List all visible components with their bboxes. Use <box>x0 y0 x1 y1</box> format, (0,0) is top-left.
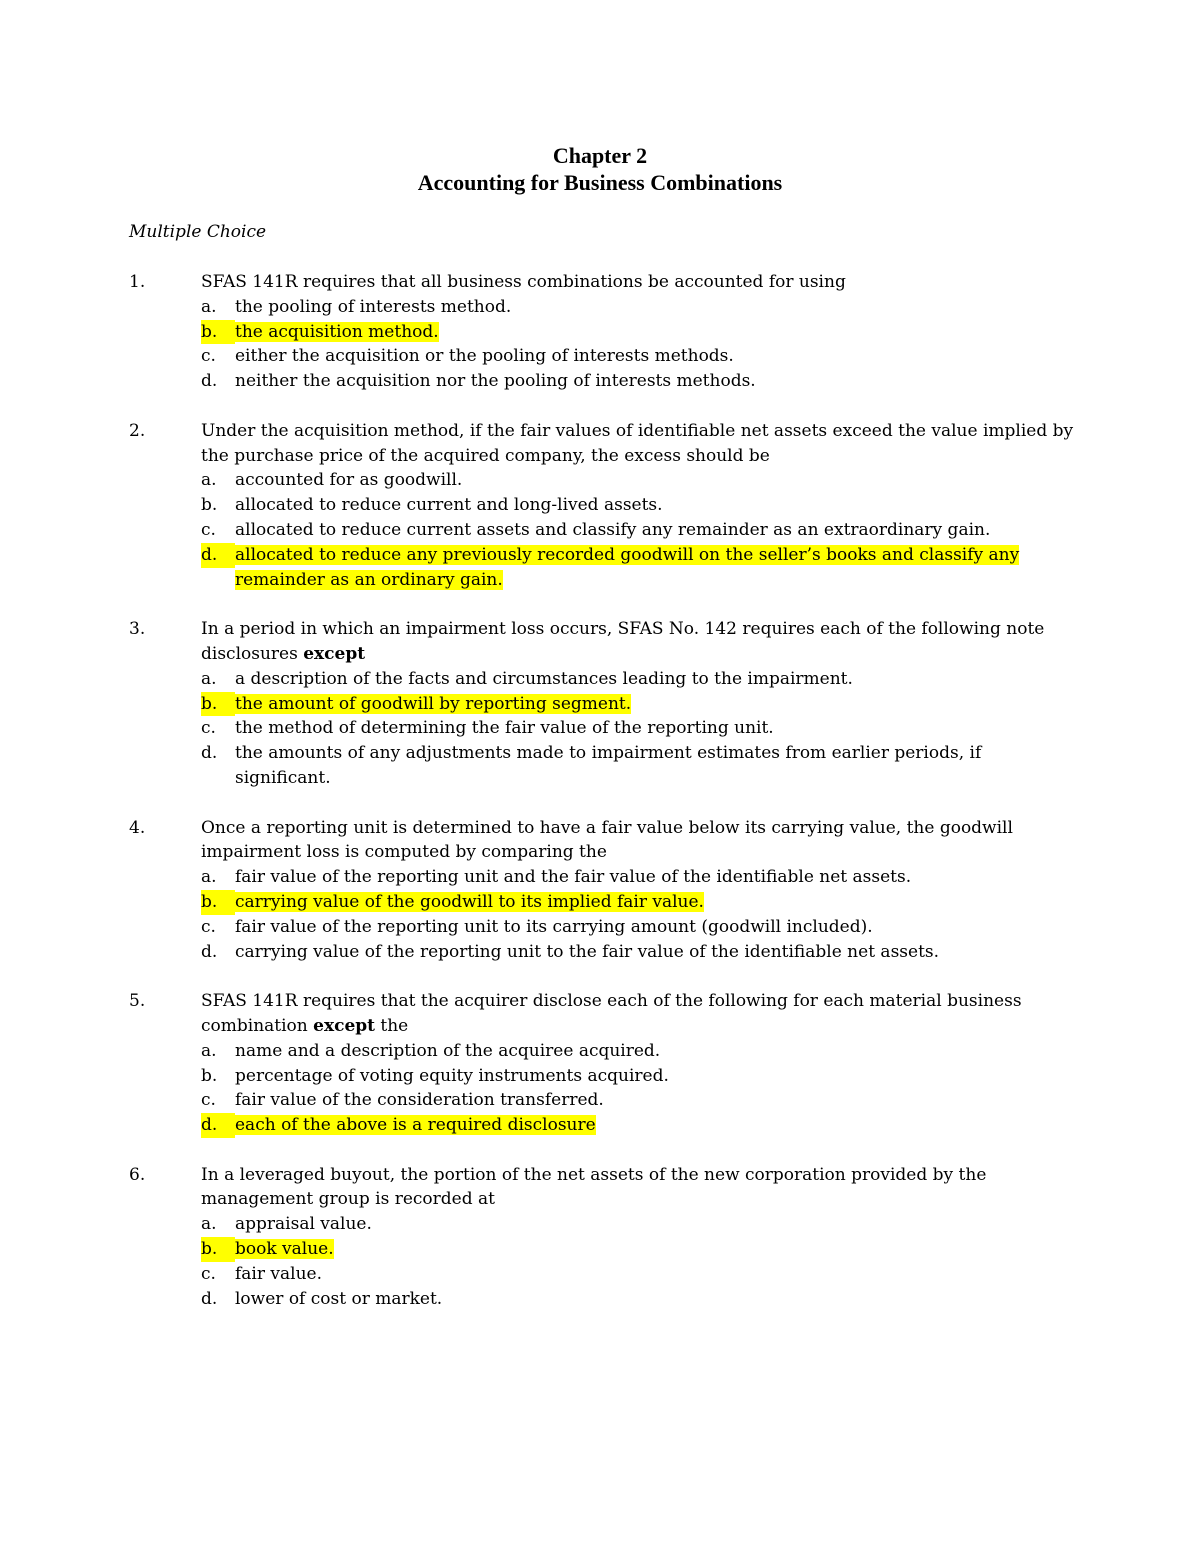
option-letter: a. <box>201 470 217 491</box>
answer-option <box>201 716 1079 741</box>
answer-option <box>201 1064 1079 1089</box>
question-text-part: the <box>375 1015 409 1036</box>
answer-options <box>201 1212 1079 1311</box>
answer-option <box>201 468 1079 493</box>
answer-option <box>201 518 1079 543</box>
option-letter: d. <box>201 941 218 962</box>
option-letter: b. <box>201 1237 235 1262</box>
title-block <box>0 142 1200 196</box>
question-list <box>129 270 1079 1336</box>
option-letter: a. <box>201 296 217 317</box>
option-text: neither the acquisition nor the pooling of interests methods. <box>235 371 756 392</box>
option-text: either the acquisition or the pooling of interests methods. <box>235 346 734 367</box>
option-letter: a. <box>201 668 217 689</box>
question-text <box>201 989 1079 1039</box>
option-text: the acquisition method. <box>235 321 439 342</box>
answer-options <box>201 667 1079 791</box>
question-text-part: SFAS 141R requires that the acquirer disclose each of the following for each material business combination <box>201 991 1022 1036</box>
answer-option <box>201 493 1079 518</box>
answer-option-highlighted <box>201 692 1079 717</box>
question-number: 5. <box>129 991 146 1012</box>
question-keyword: except <box>313 1015 375 1036</box>
option-text: percentage of voting equity instruments acquired. <box>235 1065 669 1086</box>
answer-options <box>201 1039 1079 1138</box>
answer-option <box>201 1039 1079 1064</box>
option-text: fair value of the reporting unit to its carrying amount (goodwill included). <box>235 916 873 937</box>
option-letter: c. <box>201 519 216 540</box>
option-text: book value. <box>235 1239 334 1260</box>
chapter-title: Accounting for Business Combinations <box>417 170 783 195</box>
question-text <box>201 617 1079 667</box>
option-text: name and a description of the acquiree acquired. <box>235 1040 661 1061</box>
question-item <box>129 989 1079 1138</box>
option-text: the amount of goodwill by reporting segment. <box>235 693 632 714</box>
answer-options <box>201 295 1079 394</box>
question-text: Under the acquisition method, if the fair values of identifiable net assets exceed the value implied by the purchase price of the acquired company, the excess should be <box>201 420 1074 466</box>
answer-option-highlighted <box>201 320 1079 345</box>
question-number: 1. <box>129 272 146 292</box>
option-letter: c. <box>201 1090 216 1111</box>
option-letter: d. <box>201 1288 218 1309</box>
answer-option <box>201 940 1079 965</box>
question-item <box>129 419 1079 593</box>
option-letter: b. <box>201 495 218 516</box>
option-letter: a. <box>201 1040 217 1061</box>
option-letter: b. <box>201 1065 218 1086</box>
option-text: fair value. <box>235 1263 322 1284</box>
answer-option <box>201 1287 1079 1312</box>
question-item <box>129 270 1079 394</box>
question-number: 4. <box>129 817 146 838</box>
option-text: lower of cost or market. <box>235 1288 443 1309</box>
section-heading: Multiple Choice <box>129 222 267 242</box>
option-letter: d. <box>201 543 235 568</box>
option-letter: d. <box>201 1113 235 1138</box>
answer-option <box>201 865 1079 890</box>
question-text: SFAS 141R requires that all business combinations be accounted for using <box>201 272 846 292</box>
answer-option <box>201 369 1079 394</box>
answer-option-highlighted <box>201 1237 1079 1262</box>
option-text: each of the above is a required disclosure <box>235 1115 596 1136</box>
question-text: Once a reporting unit is determined to have a fair value below its carrying value, the goodwill impairment loss is computed by comparing the <box>201 817 1013 863</box>
option-letter: a. <box>201 867 217 888</box>
answer-option <box>201 344 1079 369</box>
option-letter: d. <box>201 371 218 392</box>
option-text: allocated to reduce any previously recorded goodwill on the seller’s books and classify any remainder as an ordinary gain. <box>235 544 1020 590</box>
question-item <box>129 816 1079 965</box>
option-text: the method of determining the fair value of the reporting unit. <box>235 718 774 739</box>
option-letter: d. <box>201 743 218 764</box>
answer-option <box>201 1262 1079 1287</box>
option-letter: b. <box>201 320 235 345</box>
option-letter: c. <box>201 718 216 739</box>
option-text: fair value of the consideration transferred. <box>235 1090 604 1111</box>
answer-option-highlighted <box>201 543 1079 593</box>
option-text: fair value of the reporting unit and the fair value of the identifiable net assets. <box>235 867 912 888</box>
chapter-label: Chapter 2 <box>552 143 648 168</box>
answer-options <box>201 468 1079 592</box>
answer-options <box>201 865 1079 964</box>
question-number: 3. <box>129 619 146 640</box>
option-letter: a. <box>201 1214 217 1235</box>
option-text: the amounts of any adjustments made to impairment estimates from earlier periods, if significant. <box>235 743 982 788</box>
option-text: carrying value of the reporting unit to the fair value of the identifiable net assets. <box>235 941 940 962</box>
option-text: carrying value of the goodwill to its implied fair value. <box>235 891 704 912</box>
answer-option <box>201 667 1079 692</box>
option-text: accounted for as goodwill. <box>235 470 463 491</box>
answer-option <box>201 1212 1079 1237</box>
answer-option <box>201 915 1079 940</box>
answer-option <box>201 741 1079 791</box>
answer-option-highlighted <box>201 890 1079 915</box>
question-number: 2. <box>129 420 146 441</box>
answer-option-highlighted <box>201 1113 1079 1138</box>
option-letter: c. <box>201 1263 216 1284</box>
answer-option <box>201 1088 1079 1113</box>
question-text: In a leveraged buyout, the portion of the net assets of the new corporation provided by the management group is recorded at <box>201 1164 987 1210</box>
question-number: 6. <box>129 1164 146 1185</box>
option-letter: c. <box>201 346 216 367</box>
option-letter: c. <box>201 916 216 937</box>
question-item <box>129 617 1079 791</box>
question-keyword: except <box>303 643 366 664</box>
option-text: a description of the facts and circumstances leading to the impairment. <box>235 668 853 689</box>
option-text: allocated to reduce current and long-lived assets. <box>235 495 663 516</box>
option-text: appraisal value. <box>235 1214 372 1235</box>
question-text-part: In a period in which an impairment loss occurs, SFAS No. 142 requires each of the following note disclosures <box>201 619 1045 664</box>
question-item <box>129 1163 1079 1312</box>
answer-option <box>201 295 1079 320</box>
option-text: allocated to reduce current assets and classify any remainder as an extraordinary gain. <box>235 519 991 540</box>
option-letter: b. <box>201 692 235 717</box>
option-text: the pooling of interests method. <box>235 296 512 317</box>
option-letter: b. <box>201 890 235 915</box>
